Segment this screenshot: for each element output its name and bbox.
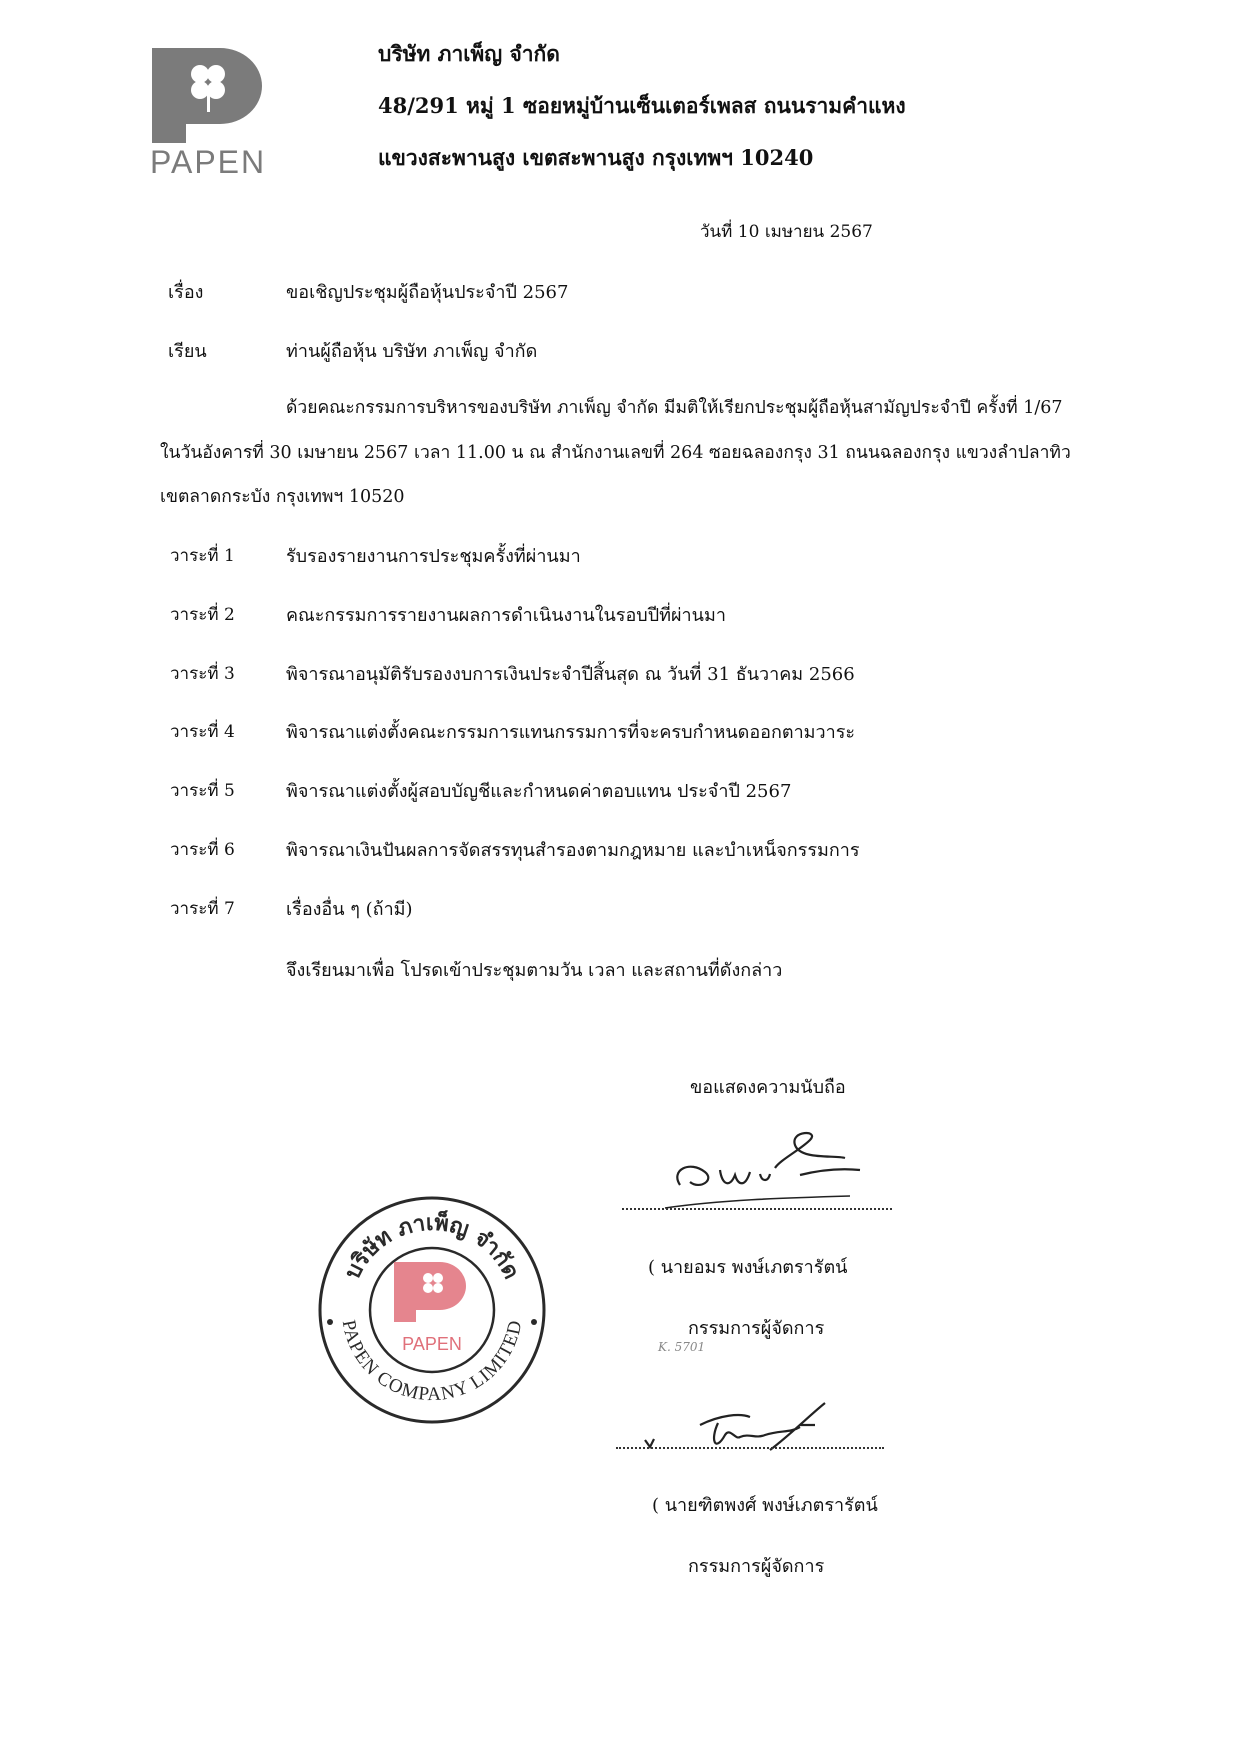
intro-line-1: ด้วยคณะกรรมการบริหารของบริษัท ภาเพ็ญ จำกัด มีมติให้เรียกประชุมผู้ถือหุ้นสามัญประจำปี ครั้งที่ 1/67	[286, 398, 1063, 418]
intro-line-3: เขตลาดกระบัง กรุงเทพฯ 10520	[160, 487, 405, 507]
signatory-2-name: ( นายฑิตพงศ์ พงษ์เภตรารัตน์	[652, 1495, 878, 1516]
intro-line-2: ในวันอังคารที่ 30 เมษายน 2567 เวลา 11.00 น ณ สำนักงานเลขที่ 264 ซอยฉลองกรุง 31 ถนนฉลองกรุง แขวงลำปลาทิว	[160, 443, 1071, 463]
agenda-text: พิจารณาแต่งตั้งคณะกรรมการแทนกรรมการที่จะครบกำหนดออกตามวาระ	[286, 722, 856, 743]
agenda-text: รับรองรายงานการประชุมครั้งที่ผ่านมา	[286, 546, 581, 567]
agenda-label: วาระที่ 7	[170, 899, 235, 919]
handwritten-note: K. 5701	[658, 1340, 706, 1354]
signature-1-icon	[660, 1130, 880, 1210]
regards-text: ขอแสดงความนับถือ	[690, 1077, 846, 1098]
to-text: ท่านผู้ถือหุ้น บริษัท ภาเพ็ญ จำกัด	[286, 341, 538, 362]
signature-2-icon	[640, 1395, 860, 1465]
subject-label: เรื่อง	[168, 282, 204, 303]
company-address-line1: 48/291 หมู่ 1 ซอยหมู่บ้านเซ็นเตอร์เพลส ถนนรามคำแหง	[378, 93, 906, 118]
agenda-label: วาระที่ 5	[170, 781, 235, 801]
agenda-label: วาระที่ 4	[170, 722, 235, 742]
agenda-text: พิจารณาเงินปันผลการจัดสรรทุนสำรองตามกฎหมาย และบำเหน็จกรรมการ	[286, 840, 860, 861]
signature-line	[616, 1447, 884, 1449]
agenda-label: วาระที่ 2	[170, 605, 235, 625]
logo-wordmark: PAPEN	[150, 144, 267, 178]
closing-text: จึงเรียนมาเพื่อ โปรดเข้าประชุมตามวัน เวลา และสถานที่ดังกล่าว	[286, 960, 783, 981]
signatory-1-title: กรรมการผู้จัดการ	[688, 1318, 825, 1339]
signatory-1-name: ( นายอมร พงษ์เภตรารัตน์	[648, 1257, 848, 1278]
seal-logo-text: PAPEN	[402, 1334, 462, 1354]
to-label: เรียน	[168, 341, 207, 362]
agenda-label: วาระที่ 3	[170, 664, 235, 684]
agenda-text: พิจารณาแต่งตั้งผู้สอบบัญชีและกำหนดค่าตอบแทน ประจำปี 2567	[286, 781, 792, 802]
agenda-text: พิจารณาอนุมัติรับรองงบการเงินประจำปีสิ้นสุด ณ วันที่ 31 ธันวาคม 2566	[286, 664, 855, 685]
letter-date: วันที่ 10 เมษายน 2567	[700, 222, 873, 242]
company-address-line2: แขวงสะพานสูง เขตสะพานสูง กรุงเทพฯ 10240	[378, 145, 814, 170]
signature-line	[622, 1208, 892, 1210]
seal-top-text: บริษัท ภาเพ็ญ จำกัด	[340, 1210, 524, 1284]
agenda-text: เรื่องอื่น ๆ (ถ้ามี)	[286, 899, 413, 920]
agenda-label: วาระที่ 6	[170, 840, 235, 860]
company-seal-icon	[312, 1190, 552, 1430]
seal-bottom-text: PAPEN COMPANY LIMITED	[337, 1317, 527, 1406]
agenda-text: คณะกรรมการรายงานผลการดำเนินงานในรอบปีที่ผ่านมา	[286, 605, 726, 626]
subject-text: ขอเชิญประชุมผู้ถือหุ้นประจำปี 2567	[286, 282, 569, 303]
agenda-label: วาระที่ 1	[170, 546, 235, 566]
company-logo	[150, 48, 290, 178]
company-name: บริษัท ภาเพ็ญ จำกัด	[378, 41, 560, 66]
signatory-2-title: กรรมการผู้จัดการ	[688, 1556, 825, 1577]
papen-logo-icon	[150, 48, 290, 178]
